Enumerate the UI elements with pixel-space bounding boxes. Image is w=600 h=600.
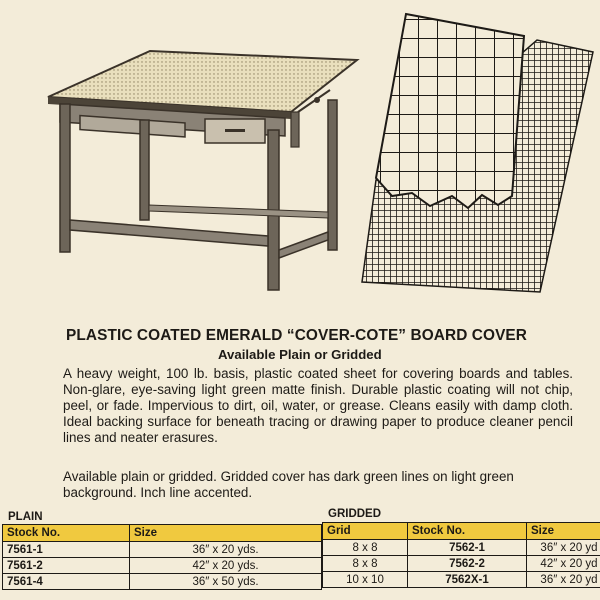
table-row [323,556,600,572]
grid-cell: 8 x 8 [323,556,408,572]
stock-number-cell: 7562X-1 [408,572,527,588]
size-cell: 36″ x 20 yds. [130,542,322,558]
size-cell: 42″ x 20 yd [527,556,600,572]
table-row [3,574,322,590]
stock-number-cell: 7561-2 [3,558,130,574]
table-row [323,540,600,556]
availability-text: Available plain or gridded. Gridded cover has dark green lines on light green background. Inch line accented. [63,469,514,500]
size-cell: 42″ x 20 yds. [130,558,322,574]
size-cell: 36″ x 20 yd [527,540,600,556]
plain-stock-table [2,524,322,590]
column-header-size: Size [527,523,600,540]
column-header-grid: Grid [323,523,408,540]
size-cell: 36″ x 50 yds. [130,574,322,590]
gridded-stock-table [322,522,600,588]
table-header-row [3,525,322,542]
product-headline: PLASTIC COATED EMERALD “COVER-COTE” BOARD COVER [66,327,528,344]
product-description: A heavy weight, 100 lb. basis, plastic coated sheet for covering boards and tables. Non-glare, eye-saving light green matte finish. Durable plastic coating will not chip, peel, or fade. Impervious to dirt, oil, water, or grease. Cleans easily with damp cloth. Ideal backing surface for beneath tracing or drawing paper to produce cleaner pencil lines and neater erasures. [63,366,573,445]
stock-number-cell: 7562-2 [408,556,527,572]
stock-number-cell: 7561-4 [3,574,130,590]
table-row [3,542,322,558]
grid-cell: 8 x 8 [323,540,408,556]
plain-section-label: PLAIN [8,511,43,523]
size-cell: 36″ x 20 yd [527,572,600,588]
stock-number-cell: 7561-1 [3,542,130,558]
product-subheadline: Available Plain or Gridded [218,347,382,362]
grid-cell: 10 x 10 [323,572,408,588]
table-header-row [323,523,600,540]
table-row [323,572,600,588]
column-header-stock: Stock No. [3,525,130,542]
table-row [3,558,322,574]
column-header-size: Size [130,525,322,542]
column-header-stock: Stock No. [408,523,527,540]
stock-number-cell: 7562-1 [408,540,527,556]
gridded-section-label: GRIDDED [328,508,382,520]
